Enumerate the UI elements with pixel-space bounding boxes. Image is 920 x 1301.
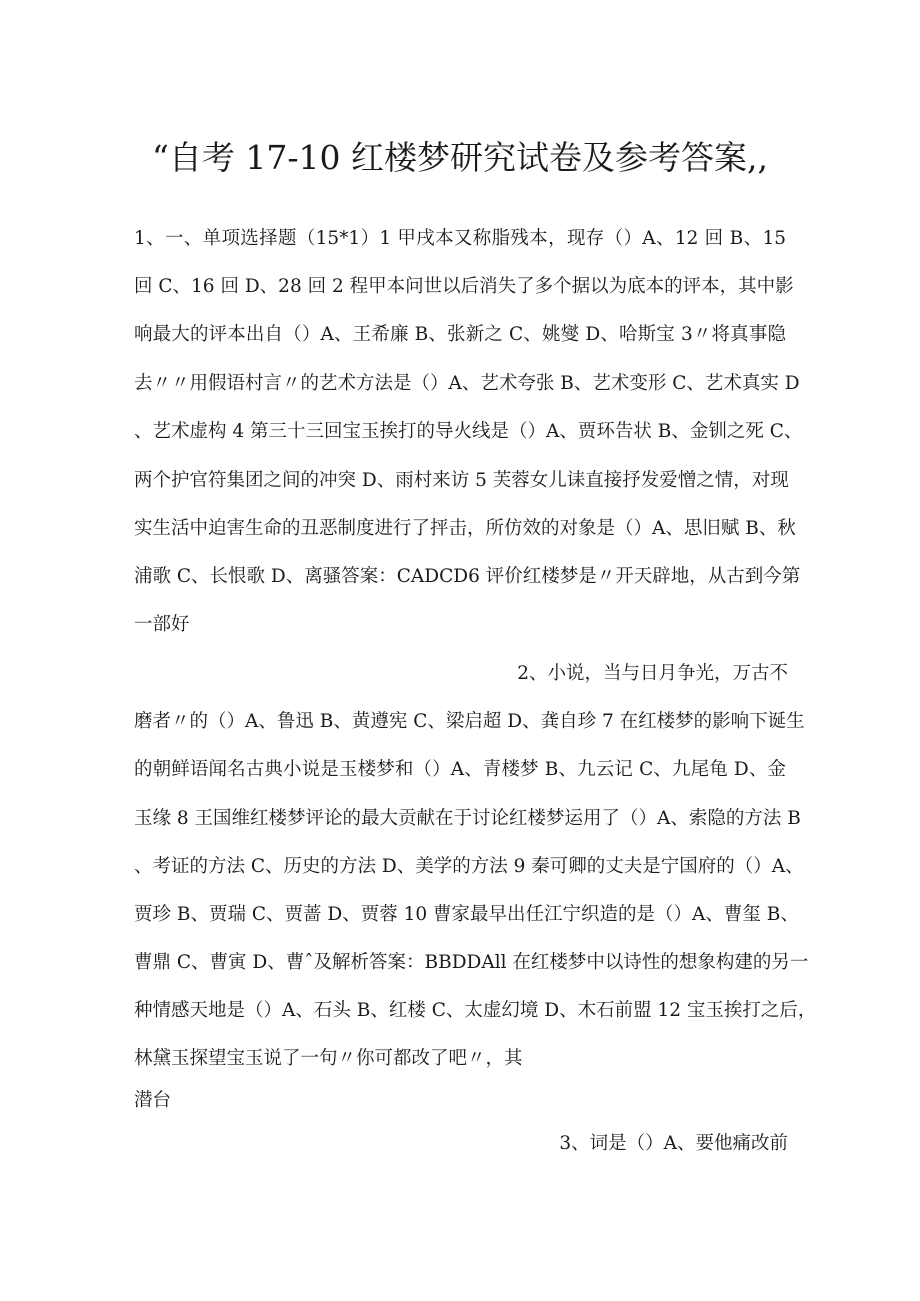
- text-line: 的朝鲜语闻名古典小说是玉楼梦和（）A、青楼梦 B、九云记 C、九尾龟 D、金: [134, 759, 786, 780]
- text-line: 回 C、16 回 D、28 回 2 程甲本问世以后消失了多个据以为底本的评本，其中影: [134, 276, 794, 297]
- text-line: 潜台: [134, 1090, 172, 1111]
- text-line: 、考证的方法 C、历史的方法 D、美学的方法 9 秦可卿的丈夫是宁国府的（）A、: [134, 856, 804, 877]
- text-line: 种情感天地是（）A、石头 B、红楼 C、太虚幻境 D、木石前盟 12 宝玉挨打之后，: [134, 1000, 817, 1021]
- section-start-line: 2、小说，当与日月争光，万古不: [517, 663, 788, 684]
- text-line: 磨者〃的（）A、鲁迅 B、黄遵宪 C、梁启超 D、龚自珍 7 在红楼梦的影响下诞生: [134, 711, 805, 732]
- text-line: 去〃〃用假语村言〃的艺术方法是（）A、艺术夸张 B、艺术变形 C、艺术真实 D: [134, 373, 800, 394]
- text-line: 曹鼎 C、曹寅 D、曹ˆ及解析答案：BBDDAll 在红楼梦中以诗性的想象构建的另一: [134, 952, 809, 973]
- text-line: 玉缘 8 王国维红楼梦评论的最大贡献在于讨论红楼梦运用了（）A、索隐的方法 B: [134, 808, 801, 829]
- document-title: “自考 17-10 红楼梦研究试卷及参考答案,,: [152, 138, 768, 177]
- text-line: 林黛玉探望宝玉说了一句〃你可都改了吧〃，其: [134, 1048, 523, 1069]
- text-line: 实生活中迫害生命的丑恶制度进行了抨击，所仿效的对象是（）A、思旧赋 B、秋: [134, 518, 796, 539]
- text-line: 1、一、单项选择题（15*1）1 甲戌本又称脂残本，现存（）A、12 回 B、15: [134, 228, 786, 249]
- text-line: 两个护官符集团之间的冲突 D、雨村来访 5 芙蓉女儿诔直接抒发爱憎之情，对现: [134, 470, 789, 491]
- text-line: 、艺术虚构 4 第三十三回宝玉挨打的导火线是（）A、贾环告状 B、金钏之死 C、: [134, 421, 803, 442]
- text-line: 浦歌 C、长恨歌 D、离骚答案：CADCD6 评价红楼梦是〃开天辟地，从古到今第: [134, 566, 801, 587]
- text-line: 贾珍 B、贾瑞 C、贾蔷 D、贾蓉 10 曹家最早出任江宁织造的是（）A、曹玺 B、: [134, 904, 799, 925]
- text-line: 一部好: [134, 614, 190, 635]
- text-line: 响最大的评本出自（）A、王希廉 B、张新之 C、姚燮 D、哈斯宝 3〃将真事隐: [134, 324, 786, 345]
- section-start-line: 3、词是（）A、要他痛改前: [559, 1133, 788, 1154]
